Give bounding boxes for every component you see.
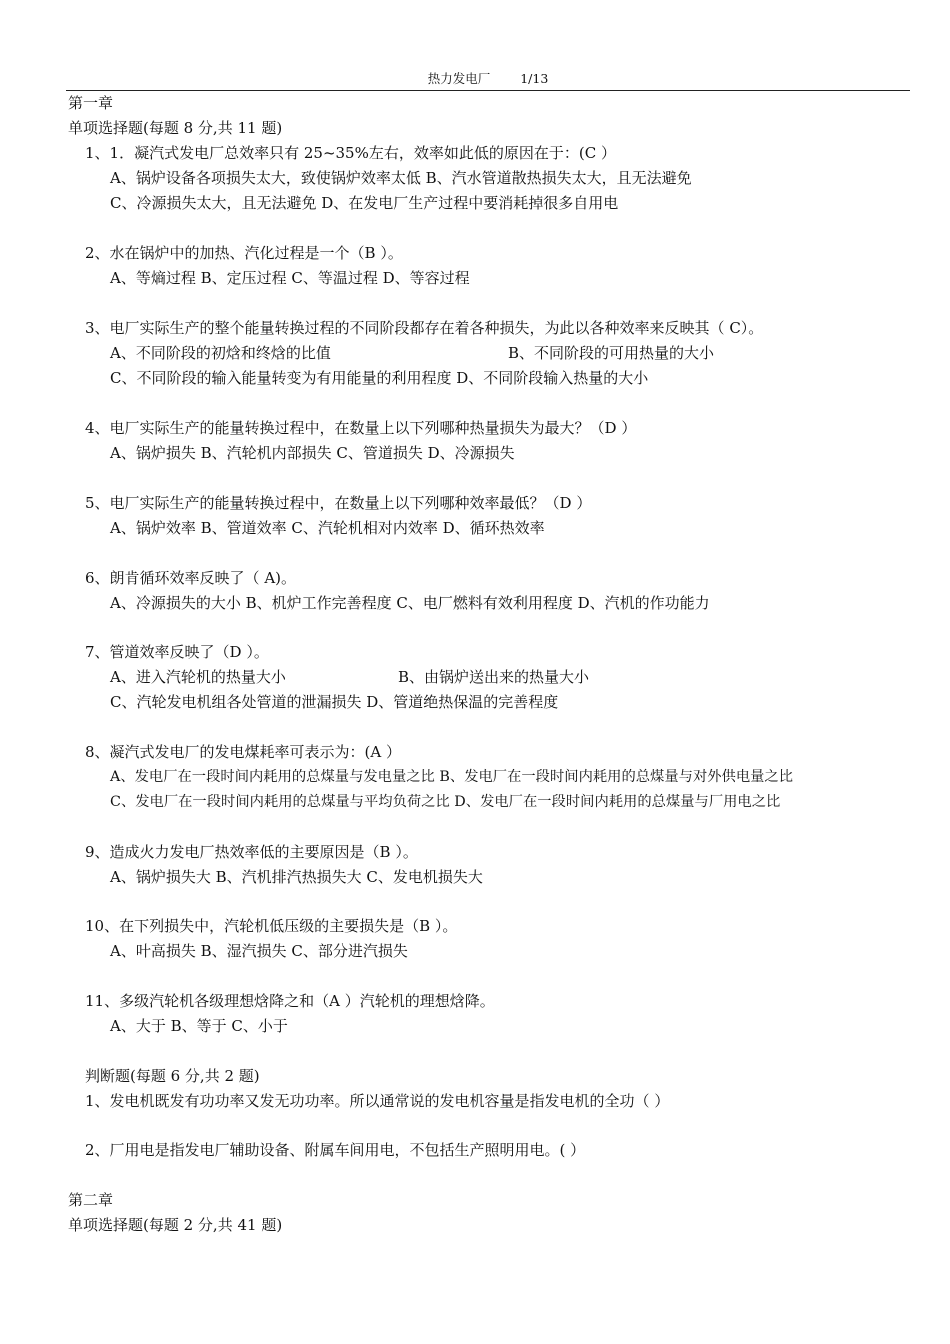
question-text: 4、电厂实际生产的能量转换过程中，在数量上以下列哪种热量损失为最大？（D ） [85, 419, 637, 437]
option-line: C、不同阶段的输入能量转变为有用能量的利用程度 D、不同阶段输入热量的大小 [110, 369, 649, 387]
section-title: 单项选择题(每题 2 分,共 41 题) [68, 1216, 283, 1234]
question-text: 8、凝汽式发电厂的发电煤耗率可表示为：(A ） [85, 743, 401, 761]
option-line: C、汽轮发电机组各处管道的泄漏损失 D、管道绝热保温的完善程度 [110, 693, 559, 711]
question-text: 5、电厂实际生产的能量转换过程中，在数量上以下列哪种效率最低？（D ） [85, 494, 592, 512]
chapter-title: 第一章 [68, 94, 114, 112]
option-line: B、不同阶段的可用热量的大小 [508, 344, 715, 362]
question-text: 1、发电机既发有功功率又发无功功率。所以通常说的发电机容量是指发电机的全功（ ） [85, 1092, 670, 1110]
question-text: 2、厂用电是指发电厂辅助设备、附属车间用电，不包括生产照明用电。( ） [85, 1141, 586, 1159]
option-line: A、不同阶段的初焓和终焓的比值 [110, 344, 331, 362]
section-title: 判断题(每题 6 分,共 2 题) [85, 1067, 260, 1085]
option-line: A、冷源损失的大小 B、机炉工作完善程度 C、电厂燃料有效利用程度 D、汽机的作功能力 [110, 594, 710, 612]
option-line: A、锅炉效率 B、管道效率 C、汽轮机相对内效率 D、循环热效率 [110, 519, 545, 537]
header-page-number: 1/13 [520, 71, 549, 86]
option-line: A、发电厂在一段时间内耗用的总煤量与发电量之比 B、发电厂在一段时间内耗用的总煤量与对外供电量之比 [110, 769, 794, 785]
option-line: A、等熵过程 B、定压过程 C、等温过程 D、等容过程 [110, 269, 470, 287]
option-line: B、由锅炉送出来的热量大小 [398, 668, 590, 686]
section-title: 单项选择题(每题 8 分,共 11 题) [68, 119, 283, 137]
question-text: 10、在下列损失中，汽轮机低压级的主要损失是（B ）。 [85, 917, 458, 935]
page-header [66, 72, 910, 91]
question-text: 9、造成火力发电厂热效率低的主要原因是（B ）。 [85, 843, 418, 861]
header-title: 热力发电厂 [427, 71, 491, 86]
option-line: C、冷源损失太大，且无法避免 D、在发电厂生产过程中要消耗掉很多自用电 [110, 194, 619, 212]
option-line: A、进入汽轮机的热量大小 [110, 668, 286, 686]
option-line: A、锅炉损失大 B、汽机排汽热损失大 C、发电机损失大 [110, 868, 483, 886]
option-line: A、锅炉设备各项损失太大，致使锅炉效率太低 B、汽水管道散热损失太大，且无法避免 [110, 169, 692, 187]
option-line: A、大于 B、等于 C、小于 [110, 1017, 288, 1035]
question-text: 7、管道效率反映了（D ）。 [85, 643, 269, 661]
option-line: A、锅炉损失 B、汽轮机内部损失 C、管道损失 D、冷源损失 [110, 444, 515, 462]
question-text: 2、水在锅炉中的加热、汽化过程是一个（B ）。 [85, 244, 403, 262]
question-text: 3、电厂实际生产的整个能量转换过程的不同阶段都存在着各种损失，为此以各种效率来反映其（ C）。 [85, 319, 764, 337]
chapter-title: 第二章 [68, 1191, 114, 1209]
question-text: 11、多级汽轮机各级理想焓降之和（A ）汽轮机的理想焓降。 [85, 992, 495, 1010]
question-text: 1、1．凝汽式发电厂总效率只有 25~35%左右，效率如此低的原因在于：(C ） [85, 144, 616, 162]
option-line: C、发电厂在一段时间内耗用的总煤量与平均负荷之比 D、发电厂在一段时间内耗用的总煤量与厂用电之比 [110, 794, 781, 810]
question-text: 6、朗肯循环效率反映了（ A)。 [85, 569, 296, 587]
option-line: A、叶高损失 B、湿汽损失 C、部分进汽损失 [110, 942, 408, 960]
